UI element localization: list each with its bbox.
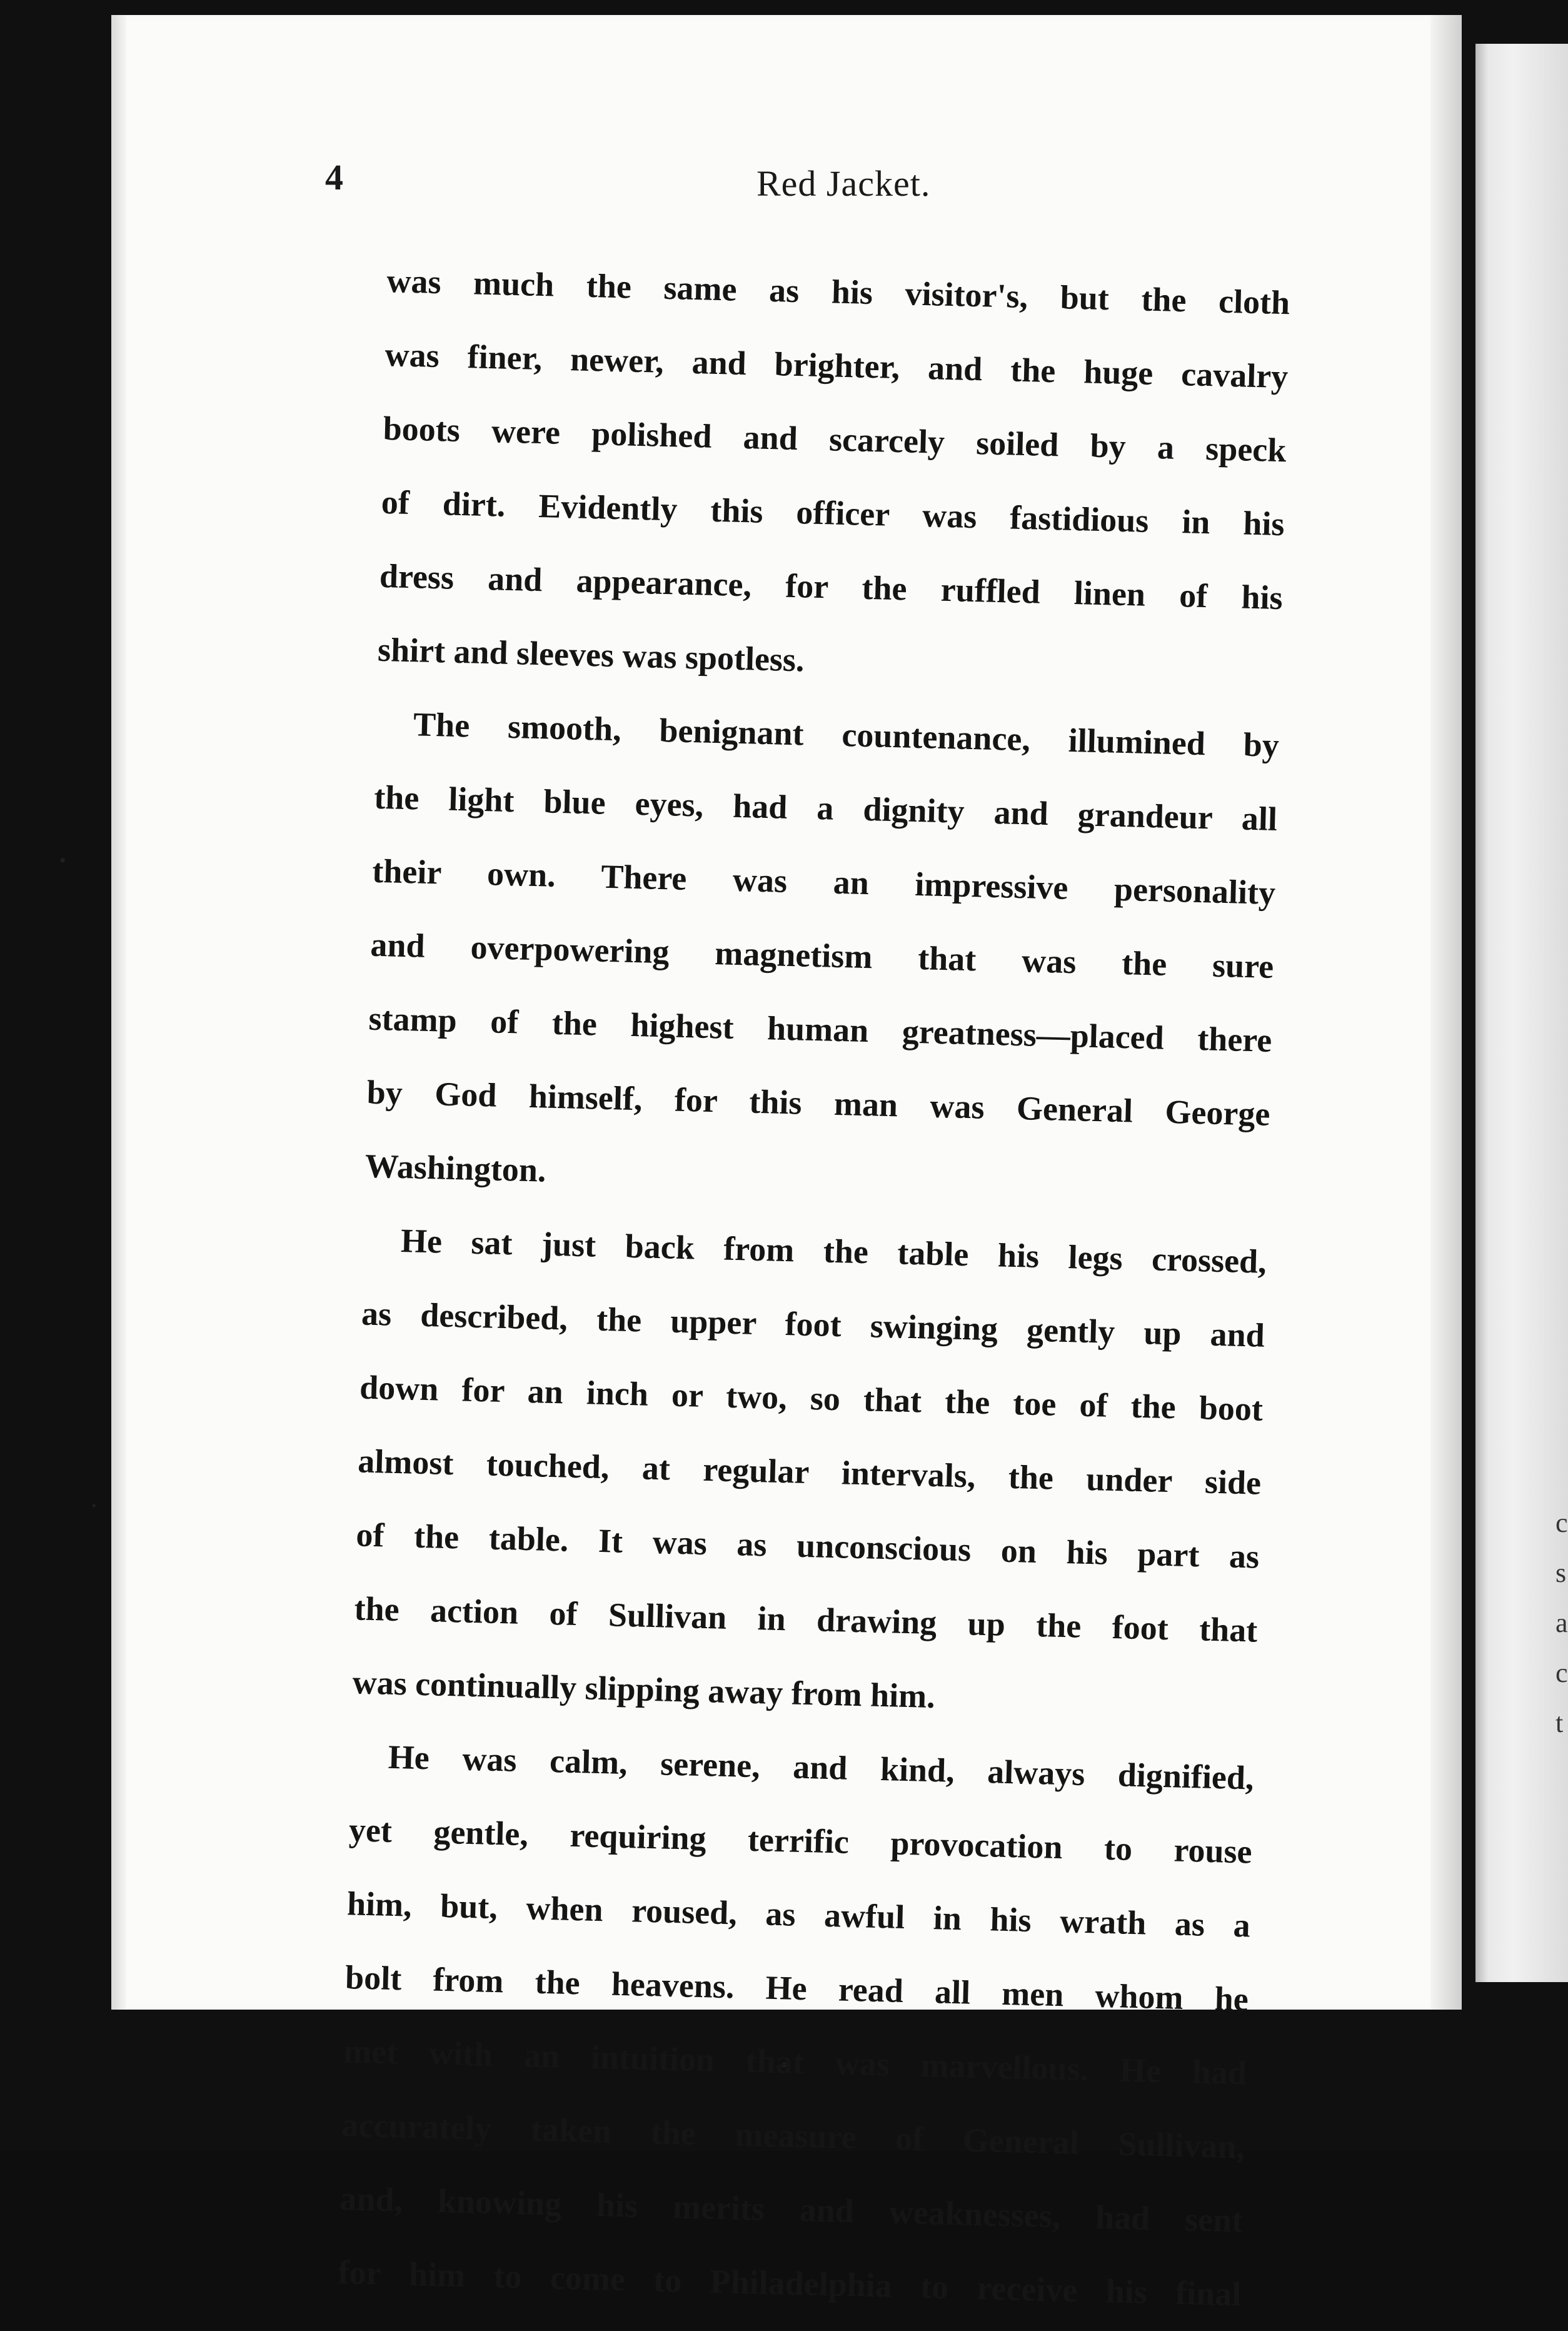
text-line: him, but, when roused, as awful in his wrath as a [346,1885,1251,1945]
page-number: 4 [325,157,343,198]
text-line: down for an inch or two, so that the toe of the boot [359,1368,1264,1428]
facing-page-letter: a [1555,1608,1568,1638]
text-line: Washington. [364,1147,547,1189]
text-line: of dirt. Evidently this officer was fastidious in his [381,483,1285,543]
text-line: the action of Sullivan in drawing up the foot that [353,1589,1258,1649]
text-line: shirt and sleeves was spotless. [377,630,805,679]
body-text [337,244,1290,2331]
facing-page-letter: c [1555,1658,1568,1688]
text-line: met with an intuition that was marvellous. He had [343,2032,1247,2092]
running-head: Red Jacket. [756,163,931,204]
text-line: was much the same as his visitor's, but the cloth [386,261,1290,322]
text-line: as described, the upper foot swinging gently up and [361,1294,1265,1354]
text-line: by God himself, for this man was General George [366,1073,1271,1133]
page-header [325,156,1200,225]
text-line: and overpowering magnetism that was the sure [369,925,1274,985]
text-line: and, knowing his merits and weaknesses, had sent [339,2180,1244,2240]
page-left-edge [111,15,126,2010]
text-line: almost touched, at regular intervals, the under side [357,1442,1262,1502]
text-line: was continually slipping away from him. [352,1663,936,1716]
text-line: for him to come to Philadelphia to receive his final [337,2253,1242,2313]
text-line: yet gentle, requiring terrific provocation to rouse [348,1811,1253,1871]
facing-page-letter: s [1555,1558,1567,1588]
text-line: of the table. It was as unconscious on his part as [355,1516,1260,1576]
page-gutter-shadow [1430,15,1462,2010]
text-line: their own. There was an impressive personality [371,852,1276,912]
text-line: bolt from the heavens. He read all men whom he [344,1958,1249,2018]
facing-page-letter: t [1555,1708,1564,1738]
text-line: the light blue eyes, had a dignity and grandeur all [373,778,1278,838]
facing-page-letter: c [1555,1508,1568,1538]
text-line: The smooth, benignant countenance, illumined by [413,705,1280,765]
text-line: was finer, newer, and brighter, and the huge cavalry [384,335,1289,396]
text-line: He was calm, serene, and kind, always dignified, [388,1738,1255,1797]
text-line: boots were polished and scarcely soiled by a speck [383,409,1287,470]
facing-page-edge [1475,44,1568,1982]
text-line: stamp of the highest human greatness—placed there [368,999,1273,1059]
text-line: He sat just back from the table his legs crossed, [400,1221,1267,1281]
text-line: accurately taken the measure of General Sullivan, [341,2106,1245,2166]
text-line: dress and appearance, for the ruffled linen of his [379,556,1284,617]
